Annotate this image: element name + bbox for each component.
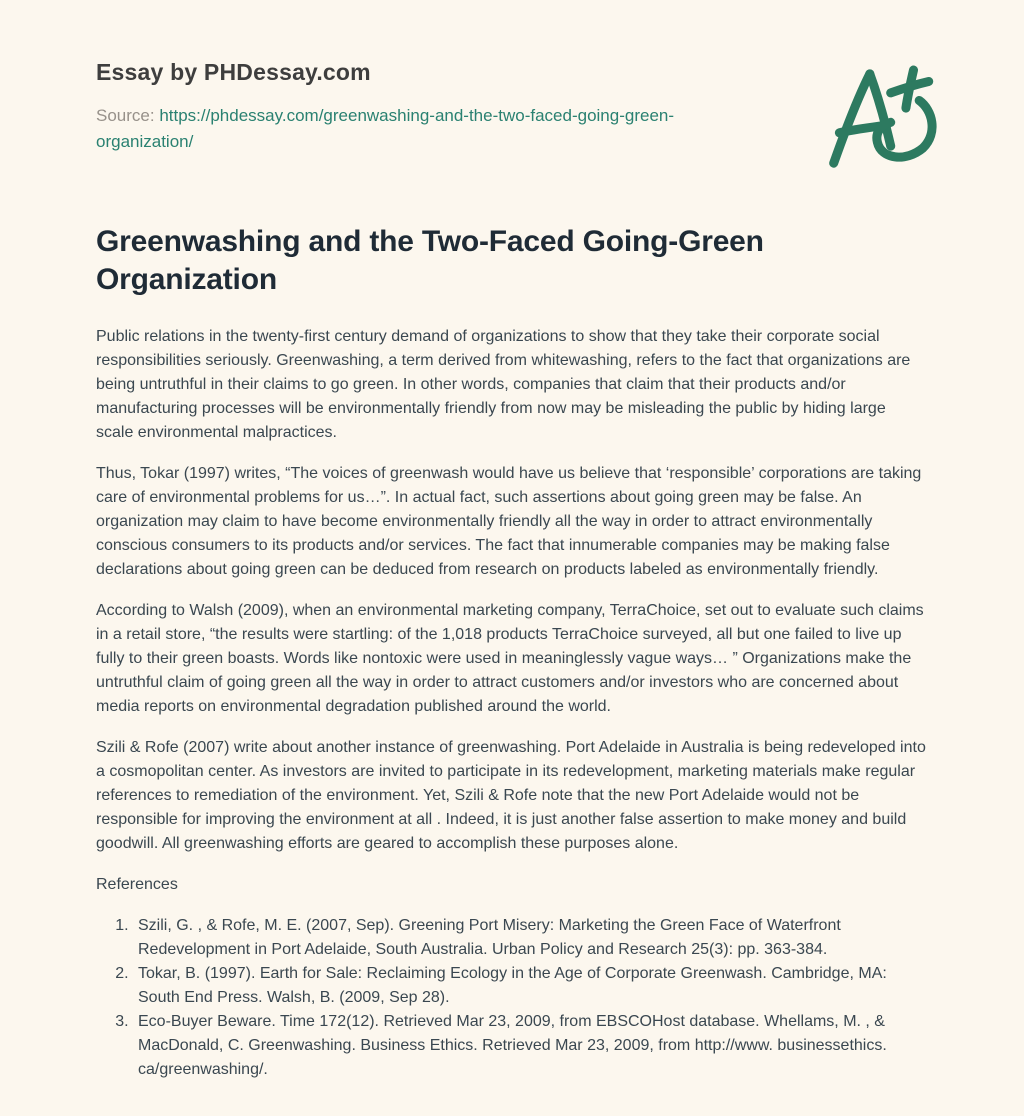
essay-paragraph-2: Thus, Tokar (1997) writes, “The voices of greenwash would have us believe that ‘responsible’ corporations are taking care of environmental problems for us…”. In actual fact, such assertions about going green may be false. An organization may claim to have become environmentally friendly all the way in order to attract environmentally conscious consumers to its products and/or services. The fact that innumerable companies may be making false declarations about going green can be deduced from research on products labeled as environmentally friendly. (96, 465, 922, 578)
references-list (96, 914, 926, 1082)
essay-body (96, 325, 926, 1082)
essay-paragraph-1: Public relations in the twenty-first century demand of organizations to show that they take their corporate social responsibilities seriously. Greenwashing, a term derived from whitewashing, refers to the fact that organizations are being untruthful in their claims to go green. In other words, companies that claim that their products and/or manufacturing processes will be environmentally friendly from now may be misleading the public by hiding large scale environmental malpractices. (96, 328, 911, 441)
references-heading: References (96, 876, 178, 893)
essay-paragraph-3: According to Walsh (2009), when an environmental marketing company, TerraChoice, set out to evaluate such claims in a retail store, “the results were startling: of the 1,018 products TerraChoice surveyed, all but one failed to live up fully to their green boasts. Words like nontoxic were used in meaninglessly vague ways… ” Organizations make the untruthful claim of going green all the way in order to attract customers and/or investors who are concerned about media reports on environmental degradation published around the world. (96, 602, 924, 715)
essay-paragraph-4: Szili & Rofe (2007) write about another instance of greenwashing. Port Adelaide in Australia is being redeveloped into a cosmopolitan center. As investors are invited to participate in its redevelopment, marketing materials make regular references to remediation of the environment. Yet, Szili & Rofe note that the new Port Adelaide would not be responsible for improving the environment at all . Indeed, it is just another false assertion to make money and build goodwill. All greenwashing efforts are geared to accomplish these purposes alone. (96, 739, 926, 852)
reference-item: 3. Eco-Buyer Beware. Time 172(12). Retrieved Mar 23, 2009, from EBSCOHost database. Whellams, M. , & MacDonald, C. Greenwashing. Business Ethics. Retrieved Mar 23, 2009, from http://www. businessethics. ca/greenwashing/. (133, 1010, 926, 1082)
reference-item: 1. Szili, G. , & Rofe, M. E. (2007, Sep). Greening Port Misery: Marketing the Green Face of Waterfront Redevelopment in Port Adelaide, South Australia. Urban Policy and Research 25(3): pp. 363-384. (133, 914, 926, 962)
essay-byline: Essay by PHDessay.com (96, 59, 371, 85)
essay-content (96, 57, 926, 1082)
source-link[interactable]: https://phdessay.com/greenwashing-and-the-two-faced-going-green-organization/ (96, 106, 675, 151)
page-title: Greenwashing and the Two-Faced Going-Green Organization (96, 225, 764, 296)
source-line (96, 103, 696, 155)
source-label: Source: (96, 106, 155, 125)
reference-item: 2. Tokar, B. (1997). Earth for Sale: Reclaiming Ecology in the Age of Corporate Greenwash. Cambridge, MA: South End Press. Walsh, B. (2009, Sep 28). (133, 962, 926, 1010)
